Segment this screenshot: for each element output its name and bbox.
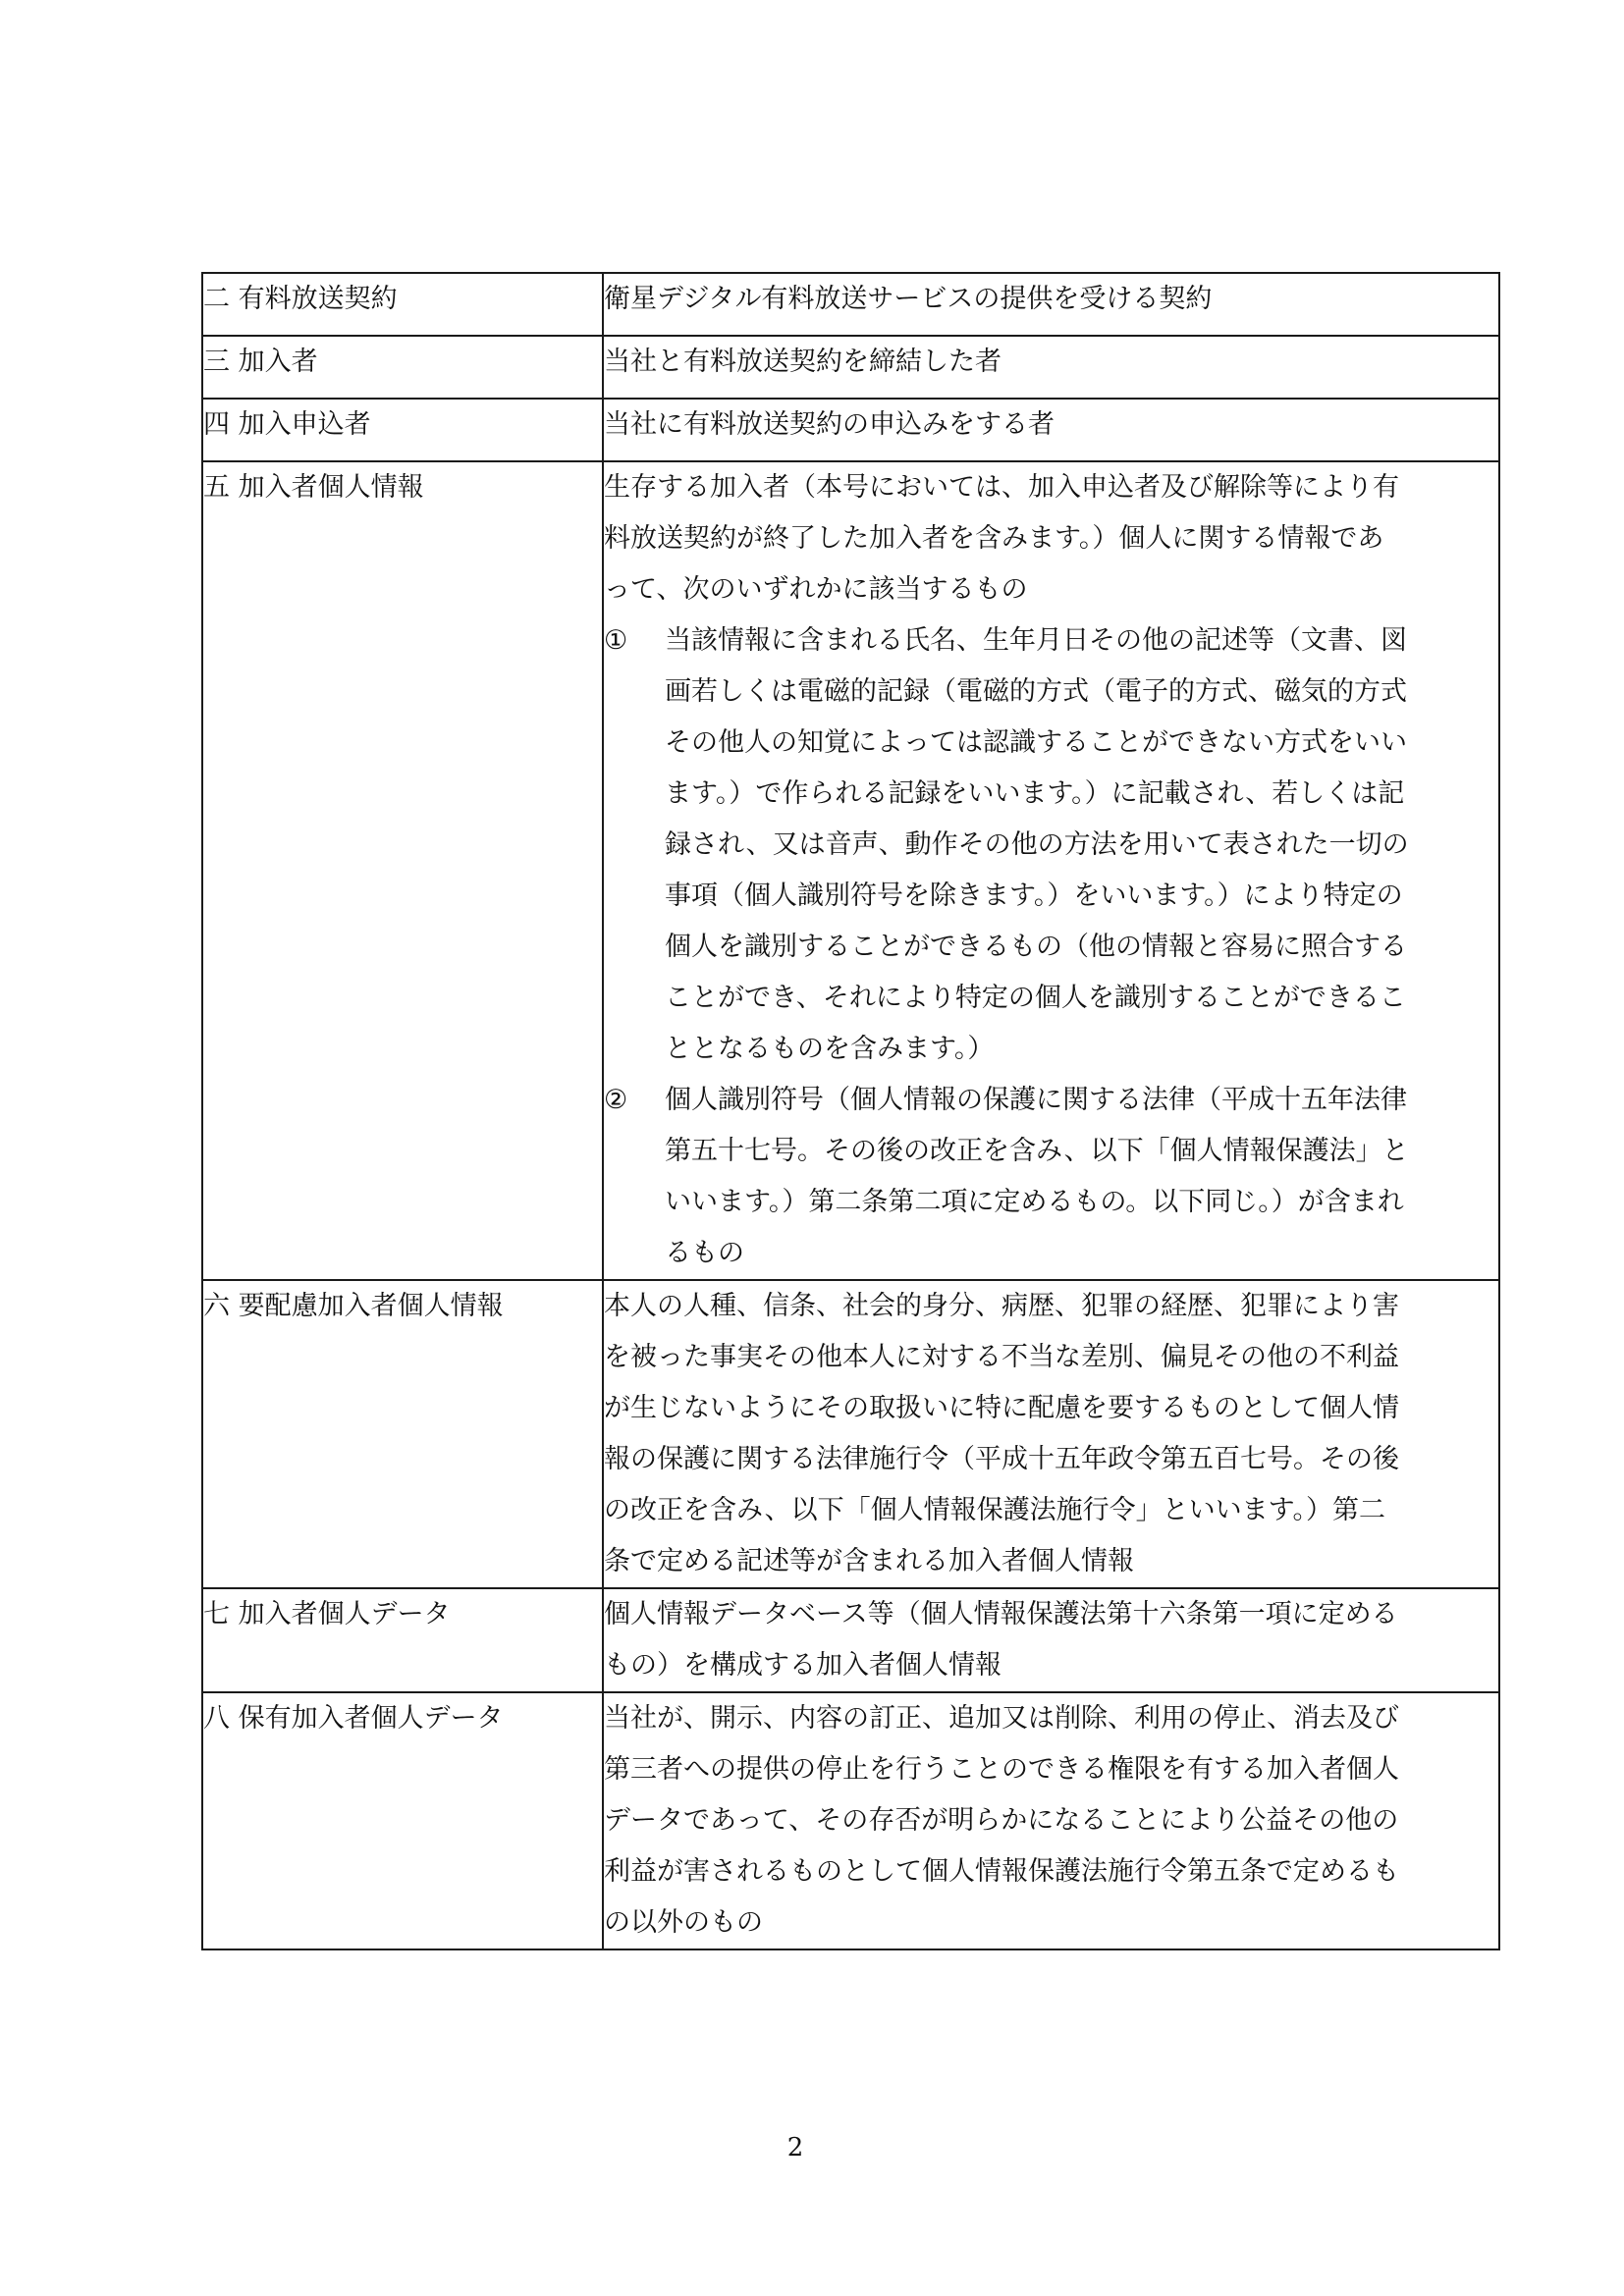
table-row <box>202 1692 1499 1949</box>
description-line: 当社に有料放送契約の申込みをする者 <box>604 409 1055 440</box>
description-line: 事項（個人識別符号を除きます。）をいいます。）により特定の <box>665 881 1403 911</box>
description-line: 個人情報データベース等（個人情報保護法第十六条第一項に定める <box>604 1599 1398 1629</box>
description-line: 当該情報に含まれる氏名、生年月日その他の記述等（文書、図 <box>665 625 1407 656</box>
description-line: 画若しくは電磁的記録（電磁的方式（電子的方式、磁気的方式 <box>665 676 1407 707</box>
description-line: 本人の人種、信条、社会的身分、病歴、犯罪の経歴、犯罪により害 <box>604 1291 1399 1321</box>
term-cell <box>202 1588 603 1692</box>
description-cell <box>603 1280 1499 1588</box>
description-line: 個人識別符号（個人情報の保護に関する法律（平成十五年法律 <box>665 1085 1407 1115</box>
term-label: 三 加入者 <box>203 347 318 377</box>
description-cell <box>603 461 1499 1280</box>
description-line: 衛星デジタル有料放送サービスの提供を受ける契約 <box>604 284 1213 314</box>
term-label: 八 保有加入者個人データ <box>203 1703 504 1734</box>
item-number: ① <box>604 625 628 656</box>
table-row <box>202 273 1499 336</box>
description-line: 当社と有料放送契約を締結した者 <box>604 347 1001 377</box>
term-cell <box>202 461 603 1280</box>
description-line: が生じないようにその取扱いに特に配慮を要するものとして個人情 <box>604 1393 1399 1423</box>
description-line: 条で定める記述等が含まれる加入者個人情報 <box>604 1546 1134 1576</box>
list-item <box>604 1075 1498 1126</box>
description-line: 生存する加入者（本号においては、加入申込者及び解除等により有 <box>604 472 1399 503</box>
description-line: もの）を構成する加入者個人情報 <box>604 1650 1001 1681</box>
table-row <box>202 1280 1499 1588</box>
term-cell <box>202 1692 603 1949</box>
description-cell <box>603 273 1499 336</box>
description-line: 料放送契約が終了した加入者を含みます。）個人に関する情報であ <box>604 523 1384 554</box>
description-line: その他人の知覚によっては認識することができない方式をいい <box>665 727 1407 758</box>
description-line: 第三者への提供の停止を行うことのできる権限を有する加入者個人 <box>604 1754 1399 1785</box>
description-line: 当社が、開示、内容の訂正、追加又は削除、利用の停止、消去及び <box>604 1703 1399 1734</box>
description-line: 録され、又は音声、動作その他の方法を用いて表された一切の <box>665 829 1409 860</box>
description-line: って、次のいずれかに該当するもの <box>604 574 1028 605</box>
description-line: 個人を識別することができるもの（他の情報と容易に照合する <box>665 932 1407 962</box>
term-label: 四 加入申込者 <box>203 409 371 440</box>
description-line: の以外のもの <box>604 1907 763 1938</box>
page-number: 2 <box>786 2133 804 2163</box>
description-line: 第五十七号。その後の改正を含み、以下「個人情報保護法」と <box>665 1136 1409 1166</box>
description-line: を被った事実その他本人に対する不当な差別、偏見その他の不利益 <box>604 1342 1399 1372</box>
definitions-table <box>201 272 1500 1950</box>
description-cell <box>603 336 1499 399</box>
table-row <box>202 1588 1499 1692</box>
table-row <box>202 336 1499 399</box>
description-line: いいます。）第二条第二項に定めるもの。以下同じ。）が含まれ <box>665 1187 1404 1217</box>
term-cell <box>202 399 603 461</box>
description-line: の改正を含み、以下「個人情報保護法施行令」といいます。）第二 <box>604 1495 1385 1525</box>
description-line: 利益が害されるものとして個人情報保護法施行令第五条で定めるも <box>604 1856 1399 1887</box>
description-cell <box>603 1692 1499 1949</box>
table-row <box>202 399 1499 461</box>
term-label: 六 要配慮加入者個人情報 <box>203 1291 504 1321</box>
term-cell <box>202 273 603 336</box>
item-number: ② <box>604 1085 628 1115</box>
term-label: 五 加入者個人情報 <box>203 472 424 503</box>
description-cell <box>603 399 1499 461</box>
description-line: ことができ、それにより特定の個人を識別することができるこ <box>665 983 1406 1013</box>
term-cell <box>202 1280 603 1588</box>
description-line: ます。）で作られる記録をいいます。）に記載され、若しくは記 <box>665 778 1405 809</box>
description-line: 報の保護に関する法律施行令（平成十五年政令第五百七号。その後 <box>604 1444 1399 1474</box>
description-line: ととなるものを含みます。） <box>665 1034 995 1064</box>
table-row <box>202 461 1499 1280</box>
term-label: 二 有料放送契約 <box>203 284 398 314</box>
description-line: データであって、その存否が明らかになることにより公益その他の <box>604 1805 1399 1836</box>
term-label: 七 加入者個人データ <box>203 1599 451 1629</box>
term-cell <box>202 336 603 399</box>
description-cell <box>603 1588 1499 1692</box>
description-line: るもの <box>665 1238 744 1268</box>
list-item <box>604 615 1498 667</box>
